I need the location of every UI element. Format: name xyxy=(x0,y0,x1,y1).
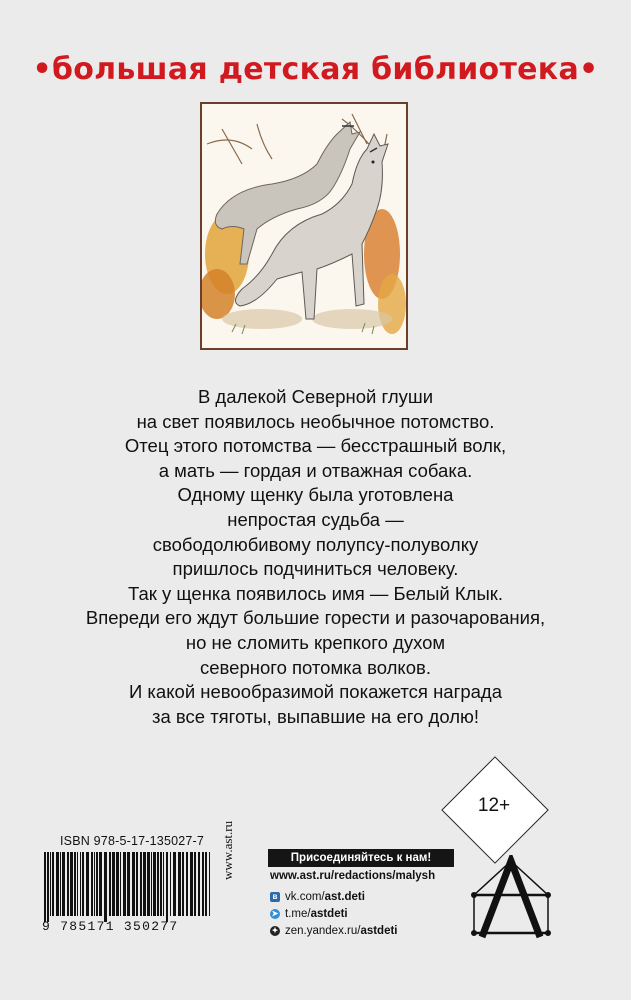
barcode-bar xyxy=(202,852,204,916)
barcode-bar xyxy=(182,852,184,916)
barcode-bar xyxy=(198,852,200,916)
website-vertical: www.ast.ru xyxy=(220,820,235,880)
ast-logo-icon xyxy=(470,855,552,945)
barcode-bar xyxy=(109,852,111,916)
isbn-text: ISBN 978-5-17-135027-7 xyxy=(60,834,205,848)
barcode-bar xyxy=(62,852,65,916)
barcode-bar xyxy=(99,852,102,916)
barcode-bar xyxy=(160,852,162,916)
book-blurb xyxy=(0,385,631,729)
barcode-bar xyxy=(123,852,126,916)
barcode-bar xyxy=(80,852,81,916)
barcode-bar xyxy=(163,852,164,916)
blurb-line: за все тяготы, выпавшие на его долю! xyxy=(151,705,480,727)
barcode-bar xyxy=(50,852,51,916)
blurb-line: северного потомка волков. xyxy=(200,656,431,678)
barcode-bar xyxy=(44,852,46,922)
blurb-line: Впереди его ждут большие горести и разочарования, xyxy=(85,607,546,629)
vk-link-prefix: vk.com/ xyxy=(285,890,325,903)
barcode-bar xyxy=(194,852,196,916)
zen-link-prefix: zen.yandex.ru/ xyxy=(285,924,361,937)
wolves-illustration xyxy=(200,102,408,350)
join-us-banner: Присоединяйтесь к нам! xyxy=(268,849,454,867)
barcode-bar xyxy=(47,852,49,922)
barcode-bar xyxy=(70,852,73,916)
barcode-bar xyxy=(140,852,142,916)
vk-icon: в xyxy=(270,892,280,902)
zen-link-handle: astdeti xyxy=(360,924,398,937)
barcode-bar xyxy=(91,852,93,916)
age-rating-badge xyxy=(440,755,548,863)
blurb-line: непростая судьба — xyxy=(227,508,404,530)
barcode-bar xyxy=(120,852,121,916)
blurb-line: В далекой Северной глуши xyxy=(197,386,434,407)
barcode-bar xyxy=(96,852,98,916)
blurb-line: на свет появилось необычное потомство. xyxy=(136,410,495,432)
barcode-bar xyxy=(74,852,76,916)
barcode-bar xyxy=(205,852,207,916)
barcode-bar xyxy=(67,852,69,916)
telegram-link[interactable] xyxy=(270,905,435,922)
blurb-line: пришлось подчиниться человеку. xyxy=(172,558,459,580)
barcode-bar xyxy=(136,852,138,916)
barcode-bar xyxy=(186,852,188,916)
series-bullet-left: • xyxy=(32,52,52,87)
barcode-bar xyxy=(151,852,152,916)
series-title xyxy=(0,52,631,87)
zen-icon: ✦ xyxy=(271,926,279,935)
series-title-text: большая детская библиотека xyxy=(51,52,580,87)
blurb-line: Одному щенку была уготовлена xyxy=(177,484,454,506)
blurb-line: но не сломить крепкого духом xyxy=(185,631,446,653)
barcode-bar xyxy=(94,852,95,916)
age-rating-label: 12+ xyxy=(477,795,511,816)
barcode xyxy=(42,852,214,922)
barcode-bar xyxy=(147,852,150,916)
barcode-bar xyxy=(82,852,84,916)
barcode-bar xyxy=(112,852,115,916)
barcode-bar xyxy=(132,852,135,916)
telegram-link-handle: astdeti xyxy=(310,907,348,920)
barcode-bar xyxy=(173,852,176,916)
barcode-bar xyxy=(178,852,181,916)
barcode-bar xyxy=(56,852,59,916)
blurb-line: Так у щенка появилось имя — Белый Клык. xyxy=(128,582,503,604)
publisher-website-link[interactable]: www.ast.ru/redactions/malysh xyxy=(270,870,436,882)
blurb-line: свободолюбивому полупсу-полуволку xyxy=(152,533,479,555)
barcode-bar xyxy=(77,852,78,916)
barcode-bar xyxy=(143,852,146,916)
series-bullet-right: • xyxy=(579,52,599,87)
telegram-link-prefix: t.me/ xyxy=(285,907,311,920)
barcode-bar xyxy=(170,852,171,916)
blurb-line: Отец этого потомства — бесстрашный волк, xyxy=(124,435,507,457)
barcode-bar xyxy=(86,852,89,916)
barcode-bar xyxy=(104,852,107,922)
zen-link[interactable] xyxy=(270,922,435,939)
vk-link[interactable] xyxy=(270,888,435,905)
social-links xyxy=(270,870,435,939)
blurb-line: а мать — гордая и отважная собака. xyxy=(158,459,473,481)
barcode-bar xyxy=(209,852,210,916)
barcode-bar xyxy=(157,852,159,916)
barcode-bar xyxy=(52,852,54,916)
barcode-bar xyxy=(166,852,168,922)
barcode-bar xyxy=(127,852,130,916)
barcode-bar xyxy=(116,852,119,916)
blurb-line: И какой невообразимой покажется награда xyxy=(129,681,502,703)
barcode-bar xyxy=(153,852,156,916)
barcode-bar xyxy=(190,852,193,916)
vk-link-handle: ast.deti xyxy=(324,890,365,903)
barcode-digits: 9 785171 350277 xyxy=(42,919,179,934)
barcode-bar xyxy=(60,852,61,916)
telegram-icon: ➤ xyxy=(271,909,279,918)
